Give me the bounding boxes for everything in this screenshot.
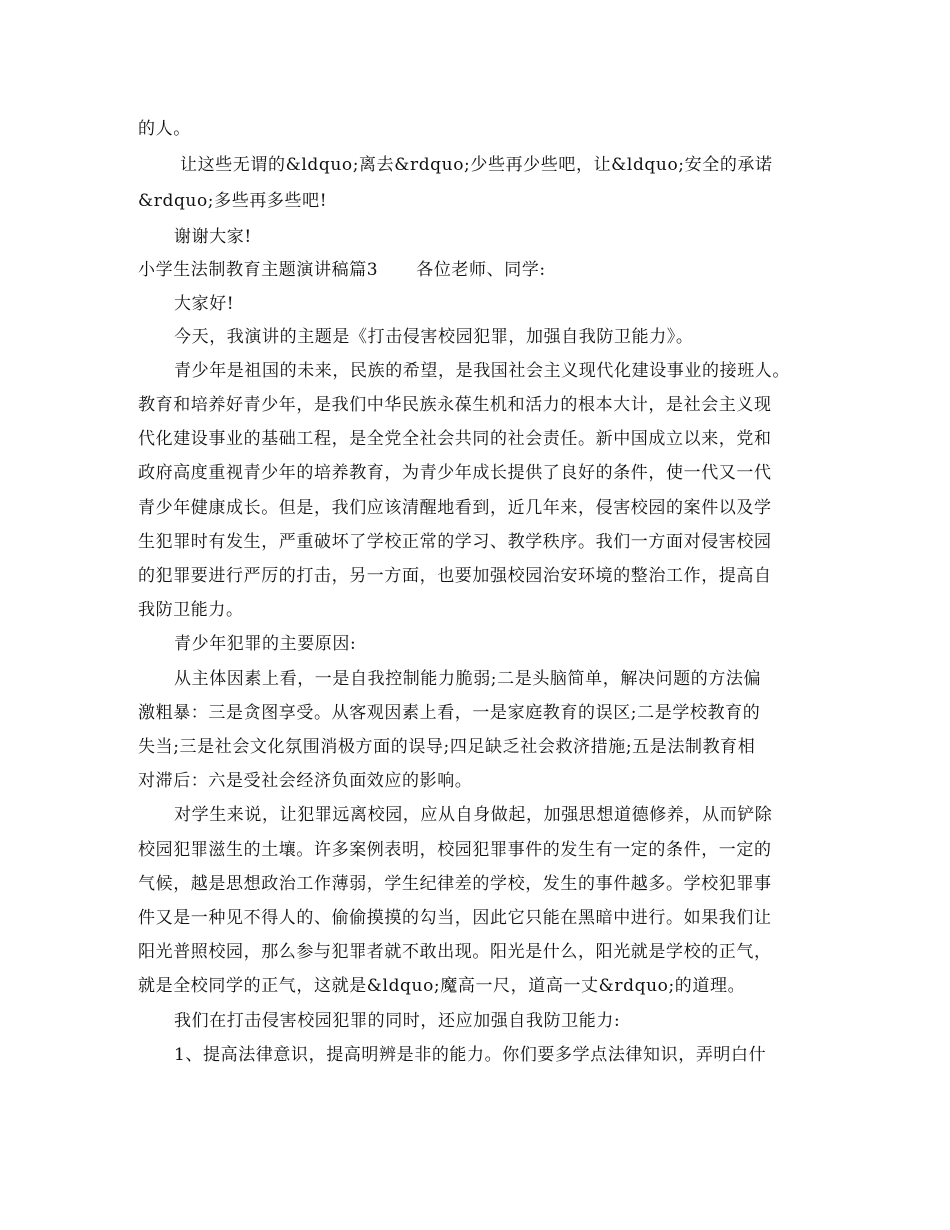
text-line: 教育和培养好青少年，是我们中华民族永葆生机和活力的根本大计，是社会主义现 [138,395,772,415]
text-line: 对学生来说，让犯罪远离校园，应从自身做起，加强思想道德修养，从而铲除 [174,805,773,825]
text-line: 大家好! [174,294,235,314]
text-line: 谢谢大家! [174,227,252,247]
text-line: 就是全校同学的正气，这就是&ldquo;魔高一尺，道高一丈&rdquo;的道理。 [138,976,746,996]
text-line: 阳光普照校园，那么参与犯罪者就不敢出现。阳光是什么，阳光就是学校的正气， [138,942,772,962]
text-line: 校园犯罪滋生的土壤。许多案例表明，校园犯罪事件的发生有一定的条件，一定的 [138,840,772,860]
text-line: &rdquo;多些再多些吧! [138,191,328,211]
text-line: 的犯罪要进行严厉的打击，另一方面，也要加强校园治安环境的整治工作，提高自 [138,566,772,586]
text-line: 的人。 [138,119,191,139]
text-line: 1、提高法律意识，提高明辨是非的能力。你们要多学点法律知识，弄明白什 [174,1045,767,1065]
section-heading [138,259,546,281]
text-line: 件又是一种见不得人的、偷偷摸摸的勾当，因此它只能在黑暗中进行。如果我们让 [138,908,772,928]
text-line: 青少年健康成长。但是，我们应该清醒地看到，近几年来，侵害校园的案件以及学 [138,498,772,518]
text-line: 对滞后：六是受社会经济负面效应的影响。 [138,771,473,791]
text-line: 生犯罪时有发生，严重破坏了学校正常的学习、教学秩序。我们一方面对侵害校园 [138,532,772,552]
text-line: 激粗暴：三是贪图享受。从客观因素上看，一是家庭教育的误区;二是学校教育的 [138,703,761,723]
speech-title: 小学生法制教育主题演讲稿篇3 [138,260,379,280]
text-line: 青少年犯罪的主要原因: [174,634,357,654]
text-line: 气候，越是思想政治工作薄弱，学生纪律差的学校，发生的事件越多。学校犯罪事 [138,874,772,894]
text-line: 失当;三是社会文化氛围消极方面的误导;四足缺乏社会救济措施;五是法制教育相 [138,737,756,757]
text-line: 今天，我演讲的主题是《打击侵害校园犯罪，加强自我防卫能力》。 [174,327,694,347]
salutation: 各位老师、同学: [416,260,546,280]
text-line: 让这些无谓的&ldquo;离去&rdquo;少些再少些吧，让&ldquo;安全的承诺 [180,155,773,175]
text-line: 我防卫能力。 [138,600,244,620]
text-line: 代化建设事业的基础工程，是全党全社会共同的社会责任。新中国成立以来，党和 [138,429,772,449]
text-line: 我们在打击侵害校园犯罪的同时，还应加强自我防卫能力: [174,1011,621,1031]
text-line: 政府高度重视青少年的培养教育，为青少年成长提供了良好的条件，使一代又一代 [138,463,772,483]
text-line: 从主体因素上看，一是自我控制能力脆弱;二是头脑简单，解决问题的方法偏 [174,669,762,689]
text-line: 青少年是祖国的未来，民族的希望，是我国社会主义现代化建设事业的接班人。 [174,361,790,381]
